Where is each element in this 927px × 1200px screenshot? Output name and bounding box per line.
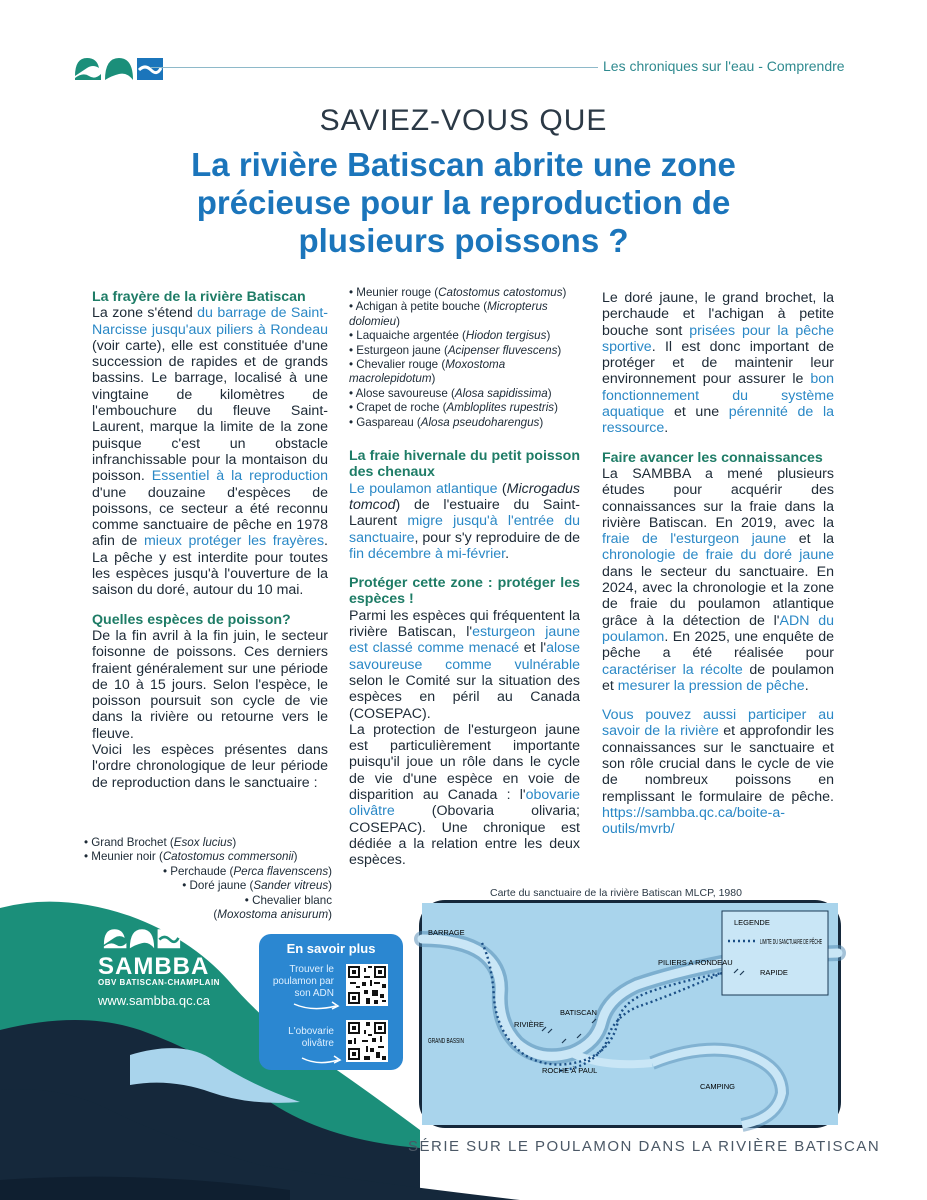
link-fin-decembre[interactable]: fin décembre à mi-février: [349, 545, 506, 562]
column-1: [92, 289, 328, 791]
heading-fraye: La frayère de la rivière Batiscan: [92, 289, 306, 305]
kicker-heading: SAVIEZ-VOUS QUE: [319, 104, 608, 137]
link-peche-sportive[interactable]: prisées pour la pêche sportive: [602, 322, 835, 355]
map-label-roche: ROCHE À PAUL: [542, 1066, 598, 1075]
species-list-b: [349, 286, 580, 430]
species-item: • Laquaiche argentée (Hiodon tergisus): [349, 329, 551, 343]
link-caracteriser-recolte[interactable]: caractériser la récolte: [602, 661, 743, 678]
arrow-icon: [300, 1054, 344, 1066]
link-adn-poulamon[interactable]: ADN du poulamon: [602, 612, 834, 645]
sambba-logo-icon: [100, 924, 184, 950]
qr-code-icon[interactable]: [346, 964, 388, 1006]
qr2-label: L'obovarie olivâtre: [288, 1026, 334, 1049]
link-essentiel-reproduction[interactable]: Essentiel à la reproduction: [151, 468, 328, 485]
link-poulamon-atlantique[interactable]: Le poulamon atlantique: [349, 480, 498, 497]
link-esturgeon-menace[interactable]: esturgeon jaune est classé comme menacé: [349, 624, 580, 657]
map-caption: Carte du sanctuaire de la rivière Batiscan MLCP, 1980: [490, 887, 742, 899]
species-item: • Alose savoureuse (Alosa sapidissima): [349, 386, 552, 400]
heading-connaissances: Faire avancer les connaissances: [602, 449, 823, 466]
link-migre-sanctuaire[interactable]: migre jusqu'à l'entrée du sanctuaire: [349, 513, 580, 546]
link-formulaire-url[interactable]: https://sambba.qc.ca/boite-a-outils/mvrb/: [602, 804, 785, 838]
species-item: • Meunier rouge (Catostomus catostomus): [349, 286, 567, 299]
species-item: • Chevalier blanc: [244, 893, 332, 907]
header-divider: [150, 67, 598, 68]
link-barrage-piliers[interactable]: du barrage de Saint-Narcisse jusqu'aux piliers à Rondeau: [92, 305, 328, 338]
link-systeme-aquatique[interactable]: bon fonctionnement du système aquatique: [602, 371, 834, 421]
link-pression-peche[interactable]: mesurer la pression de pêche: [617, 677, 805, 694]
species-item: • Chevalier rouge (Moxostoma macrolepidotum): [349, 358, 506, 386]
paragraph-proteger: Parmi les espèces qui fréquentent la rivière Batiscan, l'esturgeon jaune est classé comme menacé et l'alose savoureuse comme vulnérable selon le Comité sur la situation des espèces en péril au Canada (COSEPAC).: [349, 607, 581, 722]
footer-series-label: SÉRIE SUR LE POULAMON DANS LA RIVIÈRE BATISCAN: [408, 1138, 881, 1155]
qr1-label: Trouver le poulamon par son ADN: [272, 964, 334, 999]
map-drawing: [422, 903, 838, 1125]
species-item: • Grand Brochet (Esox lucius): [84, 836, 237, 849]
link-participer-savoir[interactable]: Vous pouvez aussi participer au savoir de la rivière: [602, 707, 834, 740]
map-label-riviere: RIVIÈRE: [514, 1020, 545, 1029]
heading-proteger: Protéger cette zone : protéger les espèces !: [349, 575, 580, 608]
paragraph-peche-sportive: Le doré jaune, le grand brochet, la perchaude et l'achigan à petite bouche sont prisées pour la pêche sportive. Il est donc important de protéger et de maintenir leur environnement pour assurer le bon fonctionnement du système aquatique et une pérennité de la ressource.: [602, 290, 835, 437]
species-item: • Esturgeon jaune (Acipenser fluvescens): [349, 343, 562, 357]
species-item: (Moxostoma anisurum): [213, 908, 332, 922]
species-item: • Gaspareau (Alosa pseudoharengus): [349, 415, 544, 429]
link-obovarie[interactable]: obovarie olivâtre: [349, 787, 580, 820]
map-label-batiscan: BATISCAN: [560, 1008, 597, 1017]
paragraph-liste-intro: Voici les espèces présentes dans l'ordre chronologique de leur période de reproduction dans le sanctuaire :: [92, 742, 328, 791]
legend-rapid: RAPIDE: [760, 968, 788, 977]
brand-name: SAMBBA: [98, 953, 210, 980]
link-alose-vulnerable[interactable]: alose savoureuse comme vulnérable: [349, 640, 581, 673]
series-label: Les chroniques sur l'eau - Comprendre: [603, 58, 845, 74]
map-label-grand-bassin: GRAND BASSIN: [428, 1036, 464, 1045]
column-3: [602, 290, 834, 838]
map-label-piliers: PILIERS A RONDEAU: [658, 958, 733, 967]
info-box-title: En savoir plus: [286, 941, 376, 956]
species-item: • Achigan à petite bouche (Micropterus dolomieu): [349, 300, 548, 328]
heading-especes: Quelles espèces de poisson?: [92, 611, 291, 628]
link-fraie-esturgeon[interactable]: fraie de l'esturgeon jaune: [602, 531, 787, 548]
link-chronologie-dore[interactable]: chronologie de fraie du doré jaune: [602, 547, 834, 564]
species-item: • Perchaude (Perca flavenscens): [162, 864, 332, 878]
map-label-barrage: BARRAGE: [428, 928, 465, 937]
map-label-camping: CAMPING: [700, 1082, 736, 1091]
legend-limit: LIMITE DU SANCTUAIRE DE PÊCHE: [760, 937, 822, 946]
species-item: • Meunier noir (Catostomus commersonii): [84, 850, 298, 864]
paragraph-participer: Vous pouvez aussi participer au savoir de la rivière et approfondir les connaissances sur le sanctuaire et son rôle crucial dans le cycle de vie de nombreux poissons en remplissant le formulaire de pêche. https://sambba.qc.ca/boite-a-outils/mvrb/: [602, 707, 834, 838]
paragraph-esturgeon: La protection de l'esturgeon jaune est particulièrement importante puisqu'il joue un rôle dans le cycle de vie d'une espèce en voie de disparition au Canada : l'obovarie olivâtre (Obovaria olivaria; COSEPAC). Une chronique est dédiée a la relation entre les deux espèces.: [349, 721, 580, 869]
column-2: [349, 286, 580, 868]
brand-subtitle: OBV BATISCAN-CHAMPLAIN: [98, 978, 220, 987]
paragraph-connaissances: La SAMBBA a mené plusieurs études pour acquérir des connaissances sur la fraie dans la rivière Batiscan. En 2019, avec la fraie de l'esturgeon jaune et la chronologie de fraie du doré jaune dans le secteur du sanctuaire. En 2024, avec la chronologie et la zone de fraie du poulamon atlantique grâce à la détection de l'ADN du poulamon. En 2025, une enquête de pêche a été réalisée pour caractériser la récolte de poulamon et mesurer la pression de pêche.: [602, 465, 835, 694]
website-link[interactable]: www.sambba.qc.ca: [98, 993, 210, 1008]
link-perennite[interactable]: pérennité de la ressource: [602, 404, 834, 437]
qr-code-icon[interactable]: [346, 1020, 388, 1062]
paragraph-fraie-hivernale: Le poulamon atlantique (Microgadus tomcod) de l'estuaire du Saint-Laurent migre jusqu'à l'entrée du sanctuaire, pour s'y reproduire de de fin décembre à mi-février.: [349, 480, 580, 562]
sanctuary-map[interactable]: [419, 900, 841, 1128]
species-item: • Doré jaune (Sander vitreus): [182, 879, 332, 893]
heading-fraie-hivernale: La fraie hivernale du petit poisson des chenaux: [349, 448, 580, 481]
paragraph-fraye: La zone s'étend du barrage de Saint-Narcisse jusqu'aux piliers à Rondeau (voir carte), elle est constituée d'une succession de rapides et de grands bassins. Le barrage, localisé à une vingtaine de kilomètres de l'embouchure du fleuve Saint-Laurent, marque la limite de la zone puisque c'est un obstacle infranchissable pour la montaison du poisson. Essentiel à la reproduction d'une douzaine d'espèces de poissons, ce secteur a été reconnu comme sanctuaire de pêche en 1978 afin de mieux protéger les frayères. La pêche y est interdite pour toutes les espèces jusqu'à l'ouverture de la saison du doré, autour du 10 mai.: [92, 305, 328, 599]
page-title: La rivière Batiscan abrite une zone précieuse pour la reproduction de plusieurs poissons ?: [191, 146, 736, 259]
species-item: • Crapet de roche (Ambloplites rupestris): [349, 401, 558, 415]
link-proteger-frayeres[interactable]: mieux protéger les frayères: [143, 533, 325, 550]
arrow-icon: [292, 1000, 342, 1012]
legend-title: LEGENDE: [734, 918, 770, 927]
paragraph-especes: De la fin avril à la fin juin, le secteur foisonne de poissons. Ces derniers fraient généralement sur une période de 10 à 15 jours. Selon l'espèce, le poisson poursuit son cycle de vie dans la rivière ou retourne vers le fleuve.: [92, 627, 328, 742]
